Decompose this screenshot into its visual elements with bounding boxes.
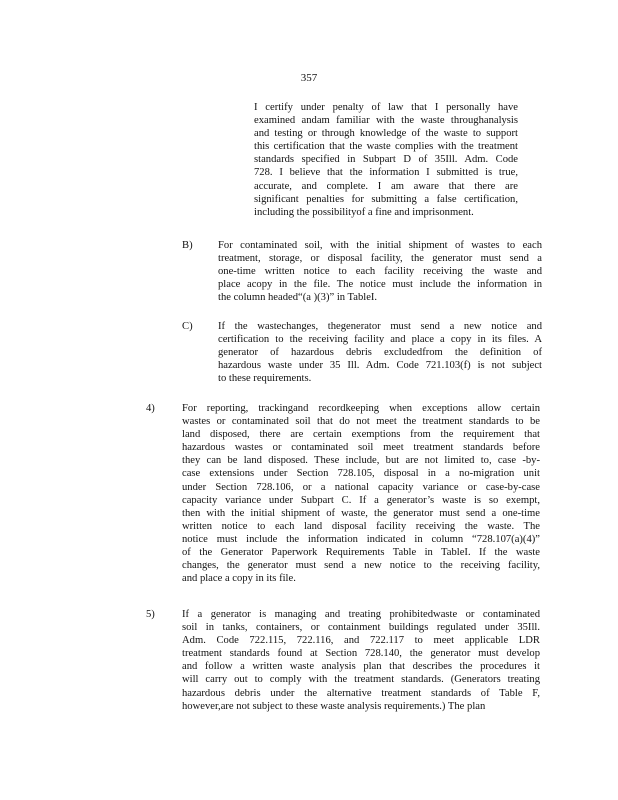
- item-4-label: 4): [146, 403, 155, 414]
- item-5-paragraph: [182, 608, 540, 713]
- text-line: case extensions under Section 728.105, disposal in a no-migration unit: [182, 468, 540, 480]
- text-line: this certification that the waste complies with the treatment: [254, 141, 518, 153]
- text-line: hazardous debris under the alternative treatment standards of Table F,: [182, 687, 540, 699]
- text-line: under Section 728.106, or a national capacity variance or case-by-case: [182, 481, 540, 493]
- text-line: For contaminated soil, with the initial shipment of wastes to each: [218, 240, 542, 251]
- item-c-paragraph: [218, 320, 542, 385]
- text-line: they can be land disposed. These include, but are not limited to, case -by-: [182, 455, 540, 467]
- text-line: to these requirements.: [218, 373, 312, 385]
- item-4-paragraph: [182, 402, 540, 585]
- text-line: hazardous waste under 35 Ill. Adm. Code 721.103(f) is not subject: [218, 360, 542, 372]
- text-line: 728. I believe that the information I submitted is true,: [254, 167, 518, 179]
- text-line: changes, the generator must send a new notice to the receiving facility,: [182, 560, 540, 572]
- item-b-paragraph: [218, 239, 542, 304]
- text-line: examined andam familiar with the waste throughanalysis: [254, 115, 518, 127]
- text-line: and place a copy in its file.: [182, 573, 296, 585]
- text-line: treatment, storage, or disposal facility, the generator must send a: [218, 253, 542, 265]
- text-line: of the Generator Paperwork Requirements Table in TableI. If the waste: [182, 547, 540, 559]
- text-line: If the wastechanges, thegenerator must send a new notice and: [218, 321, 542, 332]
- text-line: certification to the receiving facility and place a copy in its files. A: [218, 334, 542, 346]
- text-line: land disposed, there are certain exemptions from the requirement that: [182, 429, 540, 441]
- text-line: will carry out to comply with the treatment standards. (Generators treating: [182, 674, 540, 686]
- item-b-label: B): [182, 240, 193, 251]
- text-line: significant penalties for submitting a false certification,: [254, 193, 518, 205]
- text-line: For reporting, trackingand recordkeeping when exceptions allow certain: [182, 403, 540, 414]
- text-line: soil in tanks, containers, or containment buildings regulated under 35Ill.: [182, 622, 540, 634]
- text-line: generator of hazardous debris excludedfrom the definition of: [218, 347, 542, 359]
- text-line: written notice to each land disposal facility receiving the waste. The: [182, 520, 540, 532]
- item-c-label: C): [182, 321, 193, 332]
- page-number: 357: [300, 72, 318, 84]
- text-line: the column headed“(a )(3)” in TableI.: [218, 292, 378, 304]
- text-line: I certify under penalty of law that I personally have: [254, 102, 518, 113]
- text-line: accurate, and complete. I am aware that there are: [254, 180, 518, 192]
- text-line: then with the initial shipment of waste, the generator must send a one-time: [182, 507, 540, 519]
- text-line: and testing or through knowledge of the waste to support: [254, 128, 518, 140]
- item-5-label: 5): [146, 609, 155, 620]
- certification-quote: [254, 101, 518, 219]
- text-line: notice must include the information indicated in column “728.107(a)(4)”: [182, 533, 540, 545]
- text-line: including the possibilityof a fine and imprisonment.: [254, 206, 474, 218]
- text-line: standards specified in Subpart D of 35Ill. Adm. Code: [254, 154, 518, 166]
- text-line: wastes or contaminated soil that do not meet the treatment standards to be: [182, 416, 540, 428]
- text-line: treatment standards found at Section 728.140, the generator must develop: [182, 648, 540, 660]
- text-line: hazardous wastes or contaminated soil meet treatment standards before: [182, 442, 540, 454]
- text-line: one-time written notice to each facility receiving the waste and: [218, 266, 542, 278]
- text-line: however,are not subject to these waste analysis requirements.) The plan: [182, 700, 486, 712]
- text-line: and follow a written waste analysis plan that describes the procedures it: [182, 661, 540, 673]
- text-line: Adm. Code 722.115, 722.116, and 722.117 to meet applicable LDR: [182, 635, 540, 647]
- text-line: place acopy in the file. The notice must include the information in: [218, 279, 542, 291]
- text-line: If a generator is managing and treating prohibitedwaste or contaminated: [182, 609, 540, 620]
- text-line: capacity variance under Subpart C. If a generator’s waste is so exempt,: [182, 494, 540, 506]
